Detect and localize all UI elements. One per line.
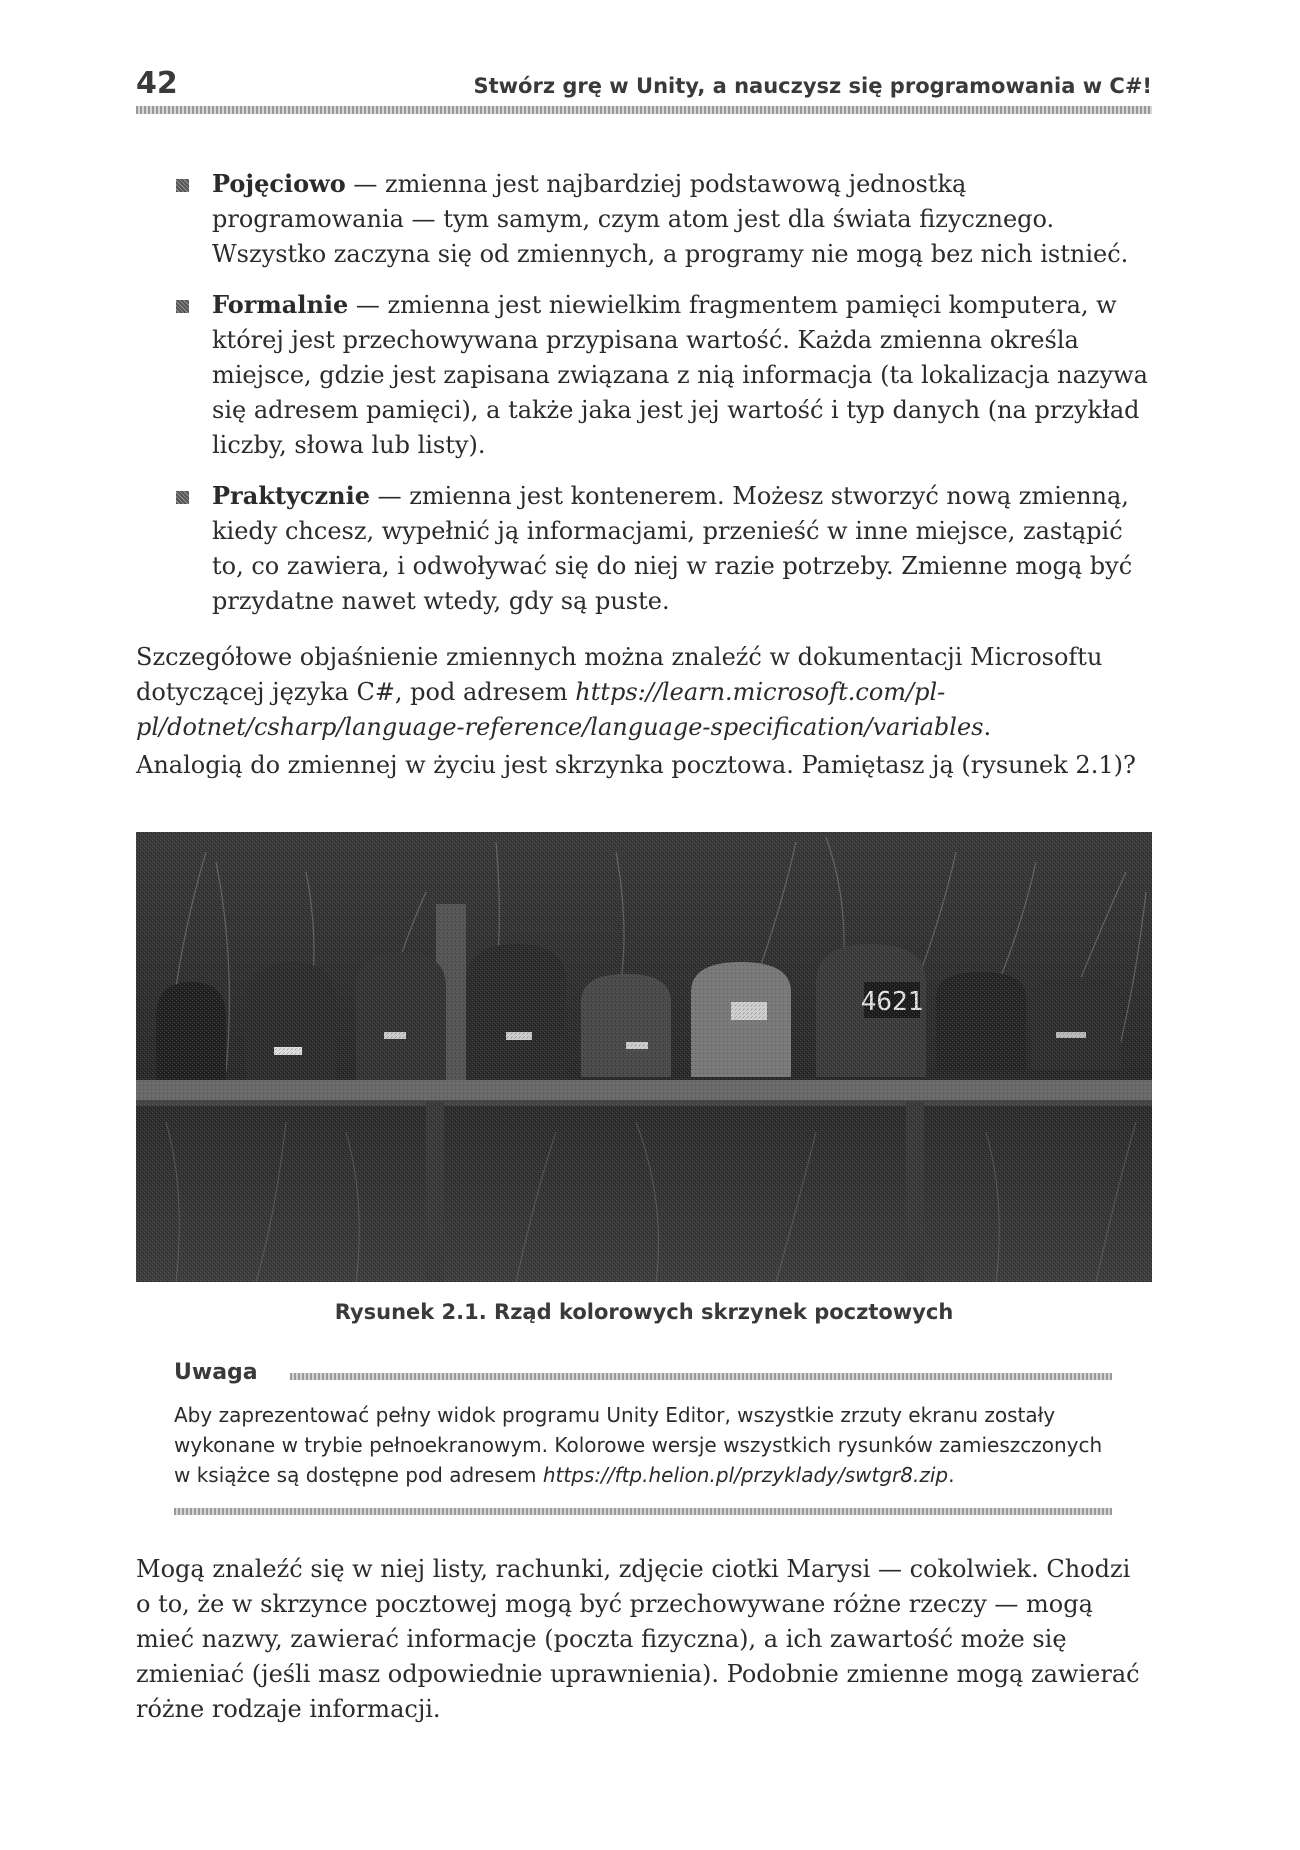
reference-text-end: . [983, 713, 992, 741]
note-top-rule [290, 1373, 1112, 1380]
note-text-end: . [948, 1463, 955, 1487]
final-paragraph: Mogą znaleźć się w niej listy, rachunki, zdjęcie ciotki Marysi — cokolwiek. Chodzi o to, że w skrzynce pocztowej mogą być przechowywane różne rzeczy — mogą mieć nazwy, zawierać informacje (poczta fizyczna), a ich zawartość może się zmieniać (jeśli masz odpowiednie uprawnienia). Podobnie zmienne mogą zawierać różne rodzaje informacji. [136, 1555, 1140, 1723]
analogy-paragraph: Analogią do zmiennej w życiu jest skrzynka pocztowa. Pamiętasz ją (rysunek 2.1)? [136, 751, 1136, 779]
reference-paragraph [136, 640, 1152, 745]
download-link[interactable]: https://ftp.helion.pl/przyklady/swtgr8.zip [542, 1463, 949, 1487]
bullet-term: Formalnie [212, 290, 349, 319]
bullet-text: — zmienna jest najbardziej podstawową jednostką programowania — tym samym, czym atom jest dla świata fizycznego. Wszystko zaczyna się od zmiennych, a programy nie mogą bez nich istnieć. [212, 170, 1129, 268]
square-bullet-icon [176, 491, 189, 504]
documentation-link[interactable]: https://learn.microsoft.com/pl-pl/dotnet/csharp/language-reference/language-specification/variables [136, 678, 984, 741]
square-bullet-icon [176, 179, 189, 192]
note-text-body: Aby zaprezentować pełny widok programu Unity Editor, wszystkie zrzuty ekranu zostały wykonane w trybie pełnoekranowym. Kolorowe wersje wszystkich rysunków zamieszczonych w książce są dostępne pod adresem [174, 1403, 1103, 1487]
list-item [176, 287, 1152, 463]
note-title: Uwaga [174, 1360, 258, 1385]
square-bullet-icon [176, 300, 189, 313]
header-rule [136, 106, 1152, 114]
page-number: 42 [136, 66, 178, 101]
mailbox-photo [136, 832, 1152, 1282]
list-item [176, 166, 1152, 272]
bullet-term: Praktycznie [212, 481, 370, 510]
book-title: Stwórz grę w Unity, a nauczysz się programowania w C#! [473, 74, 1152, 98]
running-head [136, 66, 1152, 101]
list-item [176, 478, 1152, 619]
bullet-text: — zmienna jest niewielkim fragmentem pamięci komputera, w której jest przechowywana przypisana wartość. Każda zmienna określa miejsce, gdzie jest zapisana związana z nią informacja (ta lokalizacja nazywa się adresem pamięci), a także jaka jest jej wartość i typ danych (na przykład liczby, słowa lub listy). [212, 291, 1148, 459]
definition-list [176, 166, 1152, 634]
bullet-term: Pojęciowo [212, 169, 346, 198]
note-text [174, 1400, 1124, 1490]
figure-caption: Rysunek 2.1. Rząd kolorowych skrzynek pocztowych [334, 1300, 954, 1324]
note-bottom-rule [174, 1508, 1112, 1515]
bullet-text: — zmienna jest kontenerem. Możesz stworzyć nową zmienną, kiedy chcesz, wypełnić ją informacjami, przenieść w inne miejsce, zastąpić to, co zawiera, i odwoływać się do niej w razie potrzeby. Zmienne mogą być przydatne nawet wtedy, gdy są puste. [212, 482, 1133, 615]
reference-text: Szczegółowe objaśnienie zmiennych można znaleźć w dokumentacji Microsoftu dotyczącej języka C#, pod adresem [136, 643, 1103, 706]
